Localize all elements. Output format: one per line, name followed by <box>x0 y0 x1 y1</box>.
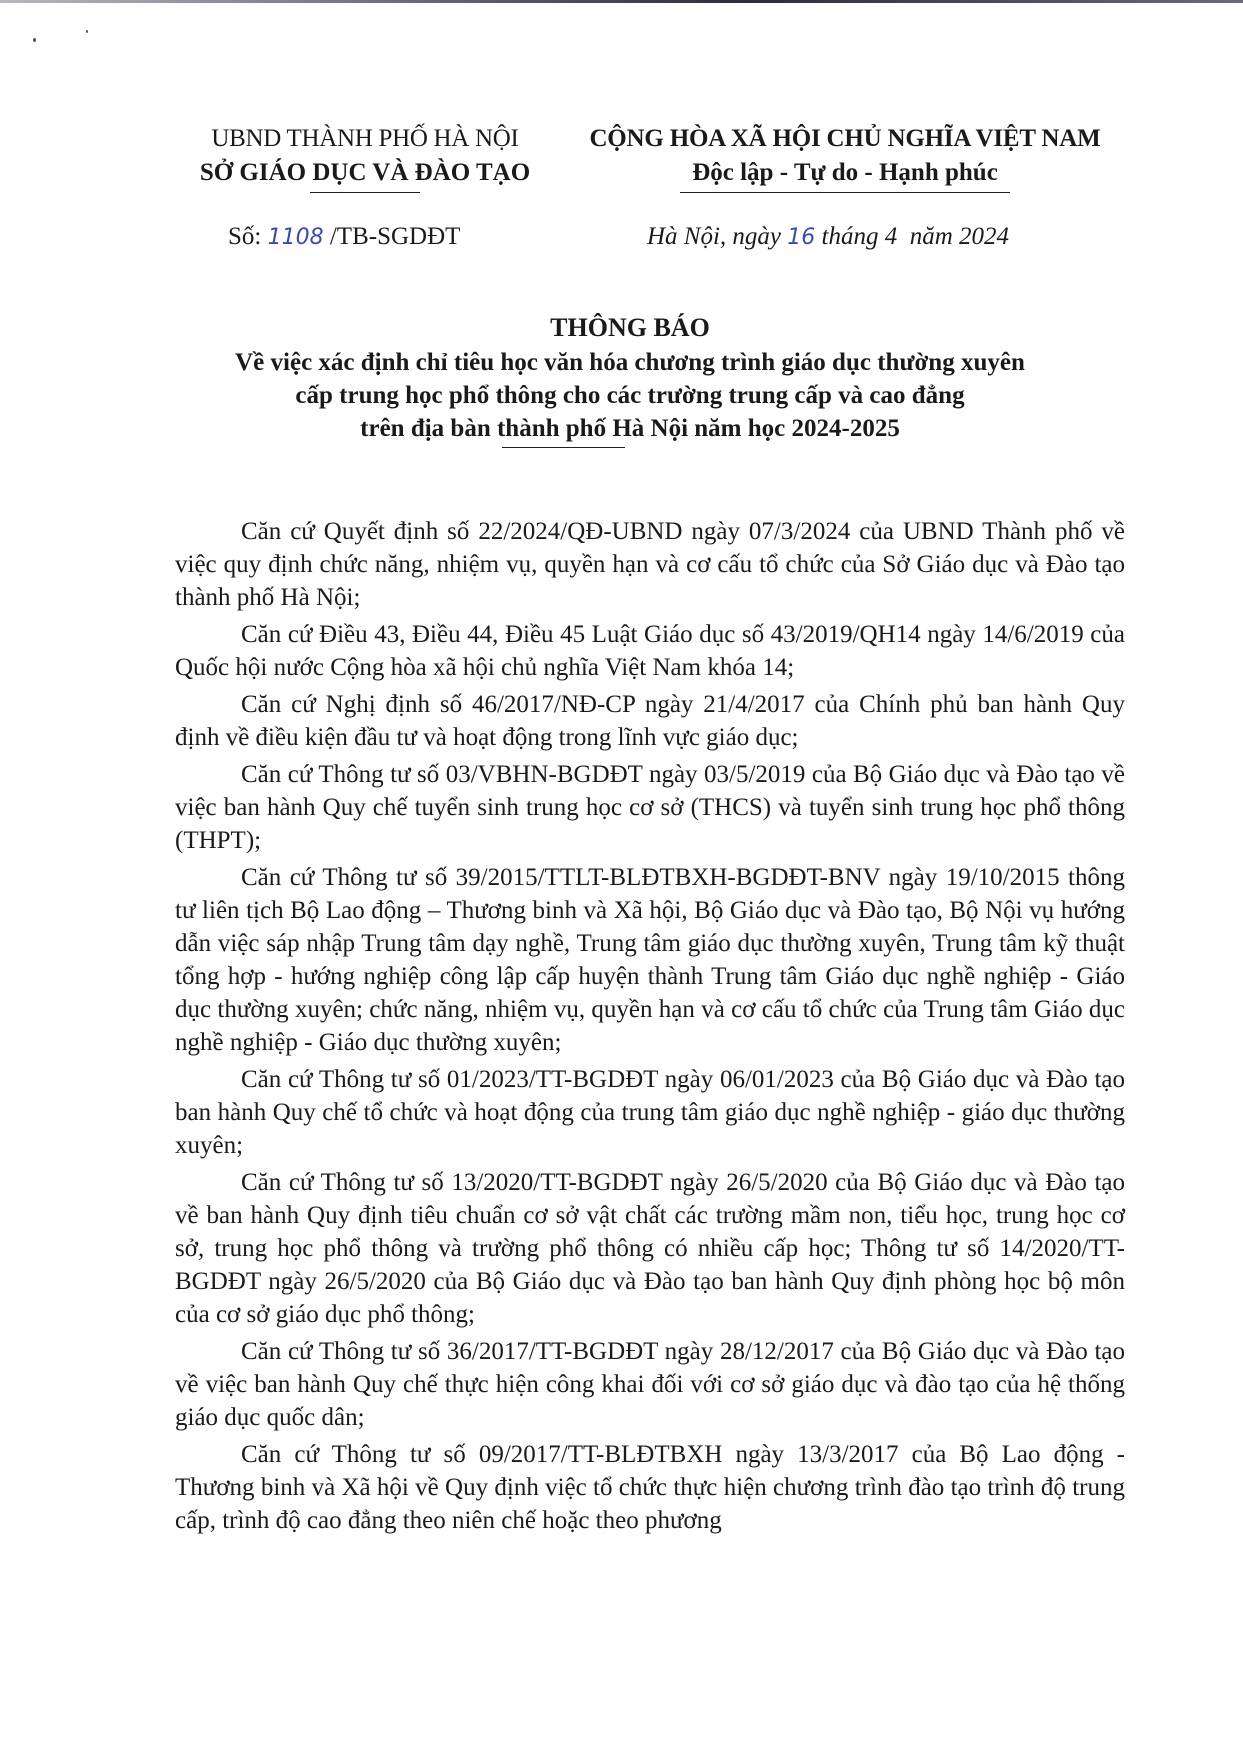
national-motto <box>555 122 1135 193</box>
title-line-1: Về việc xác định chỉ tiêu học văn hóa chương trình giáo dục thường xuyên <box>235 349 1025 376</box>
legal-basis-paragraph: Căn cứ Thông tư số 01/2023/TT-BGDĐT ngày 06/01/2023 của Bộ Giáo dục và Đào tạo ban hành Quy chế tổ chức và hoạt động của trung tâm giáo dục nghề nghiệp - giáo dục thường xuyên; <box>175 1066 1125 1159</box>
legal-basis-paragraph: Căn cứ Thông tư số 39/2015/TTLT-BLĐTBXH-BGDĐT-BNV ngày 19/10/2015 thông tư liên tịch Bộ Lao động – Thương binh và Xã hội, Bộ Giáo dục và Đào tạo, Bộ Nội vụ hướng dẫn việc sáp nhập Trung tâm dạy nghề, Trung tâm giáo dục thường xuyên, Trung tâm kỹ thuật tổng hợp - hướng nghiệp công lập cấp huyện thành Trung tâm Giáo dục nghề nghiệp - Giáo dục thường xuyên; chức năng, nhiệm vụ, quyền hạn và cơ cấu tổ chức của Trung tâm Giáo dục nghề nghiệp - Giáo dục thường xuyên; <box>175 864 1125 1056</box>
document-title <box>150 310 1110 448</box>
title-line-2: cấp trung học phổ thông cho các trường trung cấp và cao đẳng <box>295 382 965 409</box>
date-prefix: Hà Nội, ngày <box>647 223 782 250</box>
agency-underline <box>310 192 420 193</box>
motto-underline <box>680 192 1010 193</box>
scan-speck <box>86 30 88 33</box>
doc-number-prefix: Số: <box>228 223 262 250</box>
legal-basis-paragraph: Căn cứ Điều 43, Điều 44, Điều 45 Luật Giáo dục số 43/2019/QH14 ngày 14/6/2019 của Quốc hội nước Cộng hòa xã hội chủ nghĩa Việt Nam khóa 14; <box>175 621 1125 681</box>
document-date <box>647 223 1009 251</box>
document-number <box>228 223 460 251</box>
legal-basis-paragraph: Căn cứ Nghị định số 46/2017/NĐ-CP ngày 21/4/2017 của Chính phủ ban hành Quy định về điều kiện đầu tư và hoạt động trong lĩnh vực giáo dục; <box>175 691 1125 751</box>
agency-name: SỞ GIÁO DỤC VÀ ĐÀO TẠO <box>199 159 531 186</box>
doc-number-suffix: /TB-SGDĐT <box>329 223 461 250</box>
title-underline <box>502 447 625 448</box>
scan-speck <box>33 38 36 42</box>
scan-edge-line <box>0 0 1243 3</box>
country-name: CỘNG HÒA XÃ HỘI CHỦ NGHĨA VIỆT NAM <box>589 125 1101 152</box>
handwritten-doc-number: 1108 <box>267 225 324 250</box>
motto: Độc lập - Tự do - Hạnh phúc <box>692 159 998 186</box>
legal-basis-paragraph: Căn cứ Quyết định số 22/2024/QĐ-UBND ngày 07/3/2024 của UBND Thành phố về việc quy định chức năng, nhiệm vụ, quyền hạn và cơ cấu tổ chức của Sở Giáo dục và Đào tạo thành phố Hà Nội; <box>175 518 1125 611</box>
title-line-3: trên địa bàn thành phố Hà Nội năm học 2024-2025 <box>360 415 900 442</box>
agency-parent: UBND THÀNH PHỐ HÀ NỘI <box>211 125 519 152</box>
issuing-agency <box>185 122 545 193</box>
document-body <box>175 515 1125 1541</box>
date-suffix: tháng 4 năm 2024 <box>821 223 1010 250</box>
legal-basis-paragraph: Căn cứ Thông tư số 13/2020/TT-BGDĐT ngày 26/5/2020 của Bộ Giáo dục và Đào tạo về ban hành Quy định tiêu chuẩn cơ sở vật chất các trường mầm non, tiểu học, trung học cơ sở, trung học phổ thông và trường phổ thông có nhiều cấp học; Thông tư số 14/2020/TT-BGDĐT ngày 26/5/2020 của Bộ Giáo dục và Đào tạo ban hành Quy định phòng học bộ môn của cơ sở giáo dục phổ thông; <box>175 1169 1125 1328</box>
legal-basis-paragraph: Căn cứ Thông tư số 03/VBHN-BGDĐT ngày 03/5/2019 của Bộ Giáo dục và Đào tạo về việc ban hành Quy chế tuyển sinh trung học cơ sở (THCS) và tuyển sinh trung học phổ thông (THPT); <box>175 761 1125 854</box>
title-main: THÔNG BÁO <box>550 313 710 342</box>
legal-basis-paragraph: Căn cứ Thông tư số 09/2017/TT-BLĐTBXH ngày 13/3/2017 của Bộ Lao động - Thương binh và Xã hội về Quy định việc tổ chức thực hiện chương trình đào tạo trình độ trung cấp, trình độ cao đẳng theo niên chế hoặc theo phương <box>175 1441 1125 1534</box>
legal-basis-paragraph: Căn cứ Thông tư số 36/2017/TT-BGDĐT ngày 28/12/2017 của Bộ Giáo dục và Đào tạo về việc ban hành Quy chế thực hiện công khai đối với cơ sở giáo dục và đào tạo của hệ thống giáo dục quốc dân; <box>175 1338 1125 1431</box>
handwritten-day: 16 <box>787 225 816 250</box>
